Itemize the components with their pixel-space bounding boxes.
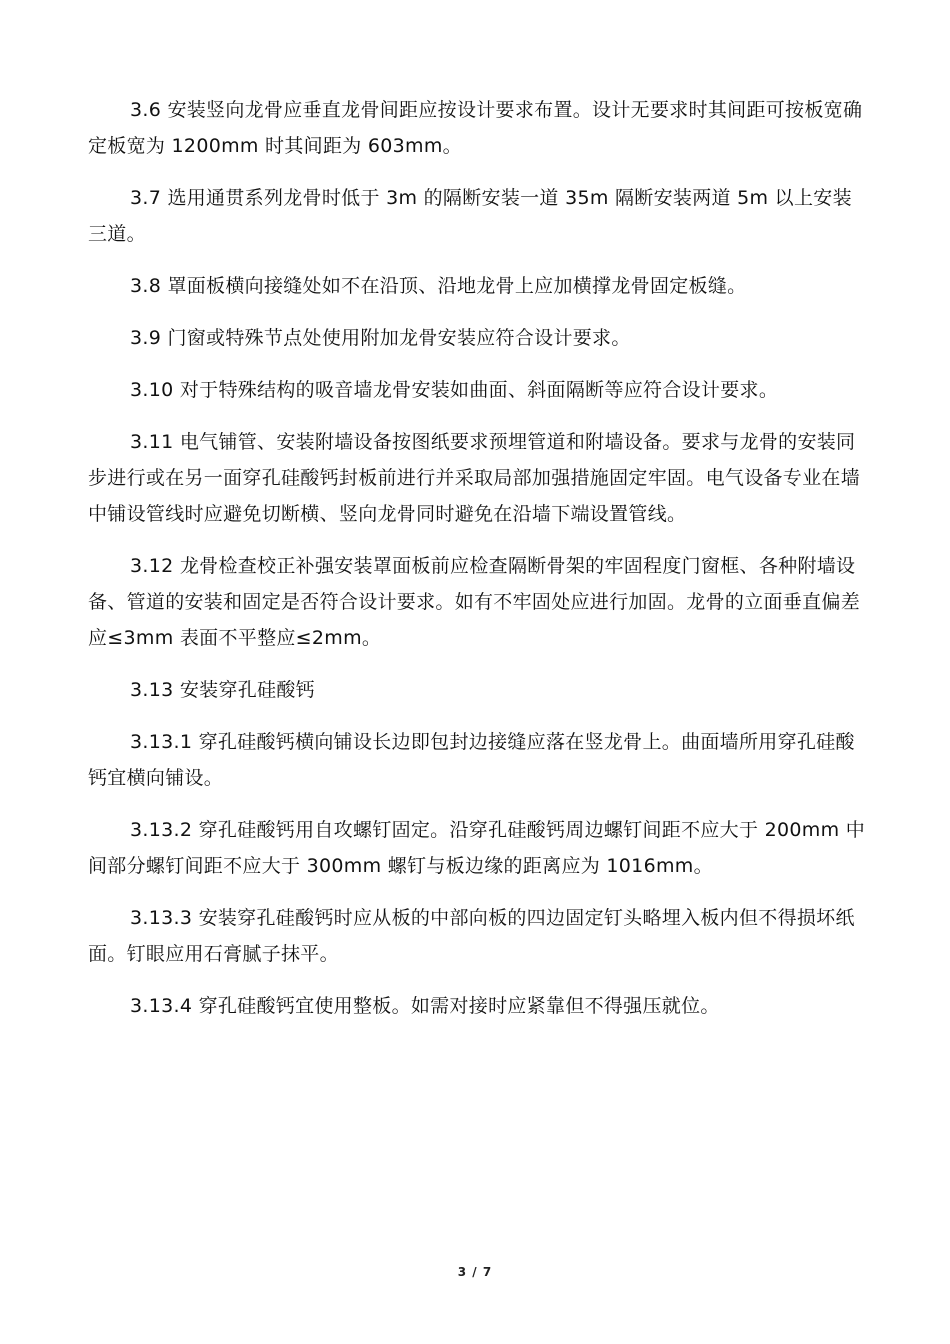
paragraph-3-8: 3.8 罩面板横向接缝处如不在沿顶、沿地龙骨上应加横撑龙骨固定板缝。 [130,275,747,297]
page-number: 3 / 7 [457,1265,493,1279]
paragraph-3-13: 3.13 安装穿孔硅酸钙 [130,679,315,701]
paragraph-3-13-1: 3.13.1 穿孔硅酸钙横向铺设长边即包封边接缝应落在竖龙骨上。曲面墙所用穿孔硅酸钙宜横向铺设。 [88,731,855,789]
paragraph-3-10: 3.10 对于特殊结构的吸音墙龙骨安装如曲面、斜面隔断等应符合设计要求。 [130,379,779,401]
paragraph-3-12: 3.12 龙骨检查校正补强安装罩面板前应检查隔断骨架的牢固程度门窗框、各种附墙设备、管道的安装和固定是否符合设计要求。如有不牢固处应进行加固。龙骨的立面垂直偏差应≤3mm 表面不平整应≤2mm。 [88,555,861,649]
paragraph-3-6: 3.6 安装竖向龙骨应垂直龙骨间距应按设计要求布置。设计无要求时其间距可按板宽确定板宽为 1200mm 时其间距为 603mm。 [88,99,863,157]
paragraph-3-13-2: 3.13.2 穿孔硅酸钙用自攻螺钉固定。沿穿孔硅酸钙周边螺钉间距不应大于 200mm 中间部分螺钉间距不应大于 300mm 螺钉与板边缘的距离应为 1016mm。 [88,819,866,877]
paragraph-3-11: 3.11 电气铺管、安装附墙设备按图纸要求预埋管道和附墙设备。要求与龙骨的安装同步进行或在另一面穿孔硅酸钙封板前进行并采取局部加强措施固定牢固。电气设备专业在墙中铺设管线时应避免切断横、竖向龙骨同时避免在沿墙下端设置管线。 [88,431,861,525]
paragraph-3-13-4: 3.13.4 穿孔硅酸钙宜使用整板。如需对接时应紧靠但不得强压就位。 [130,995,720,1017]
paragraph-3-9: 3.9 门窗或特殊节点处使用附加龙骨安装应符合设计要求。 [130,327,631,349]
document-body [88,92,866,1040]
paragraph-3-13-3: 3.13.3 安装穿孔硅酸钙时应从板的中部向板的四边固定钉头略埋入板内但不得损坏纸面。钉眼应用石膏腻子抹平。 [88,907,855,965]
paragraph-3-7: 3.7 选用通贯系列龙骨时低于 3m 的隔断安装一道 35m 隔断安装两道 5m 以上安装三道。 [88,187,852,245]
